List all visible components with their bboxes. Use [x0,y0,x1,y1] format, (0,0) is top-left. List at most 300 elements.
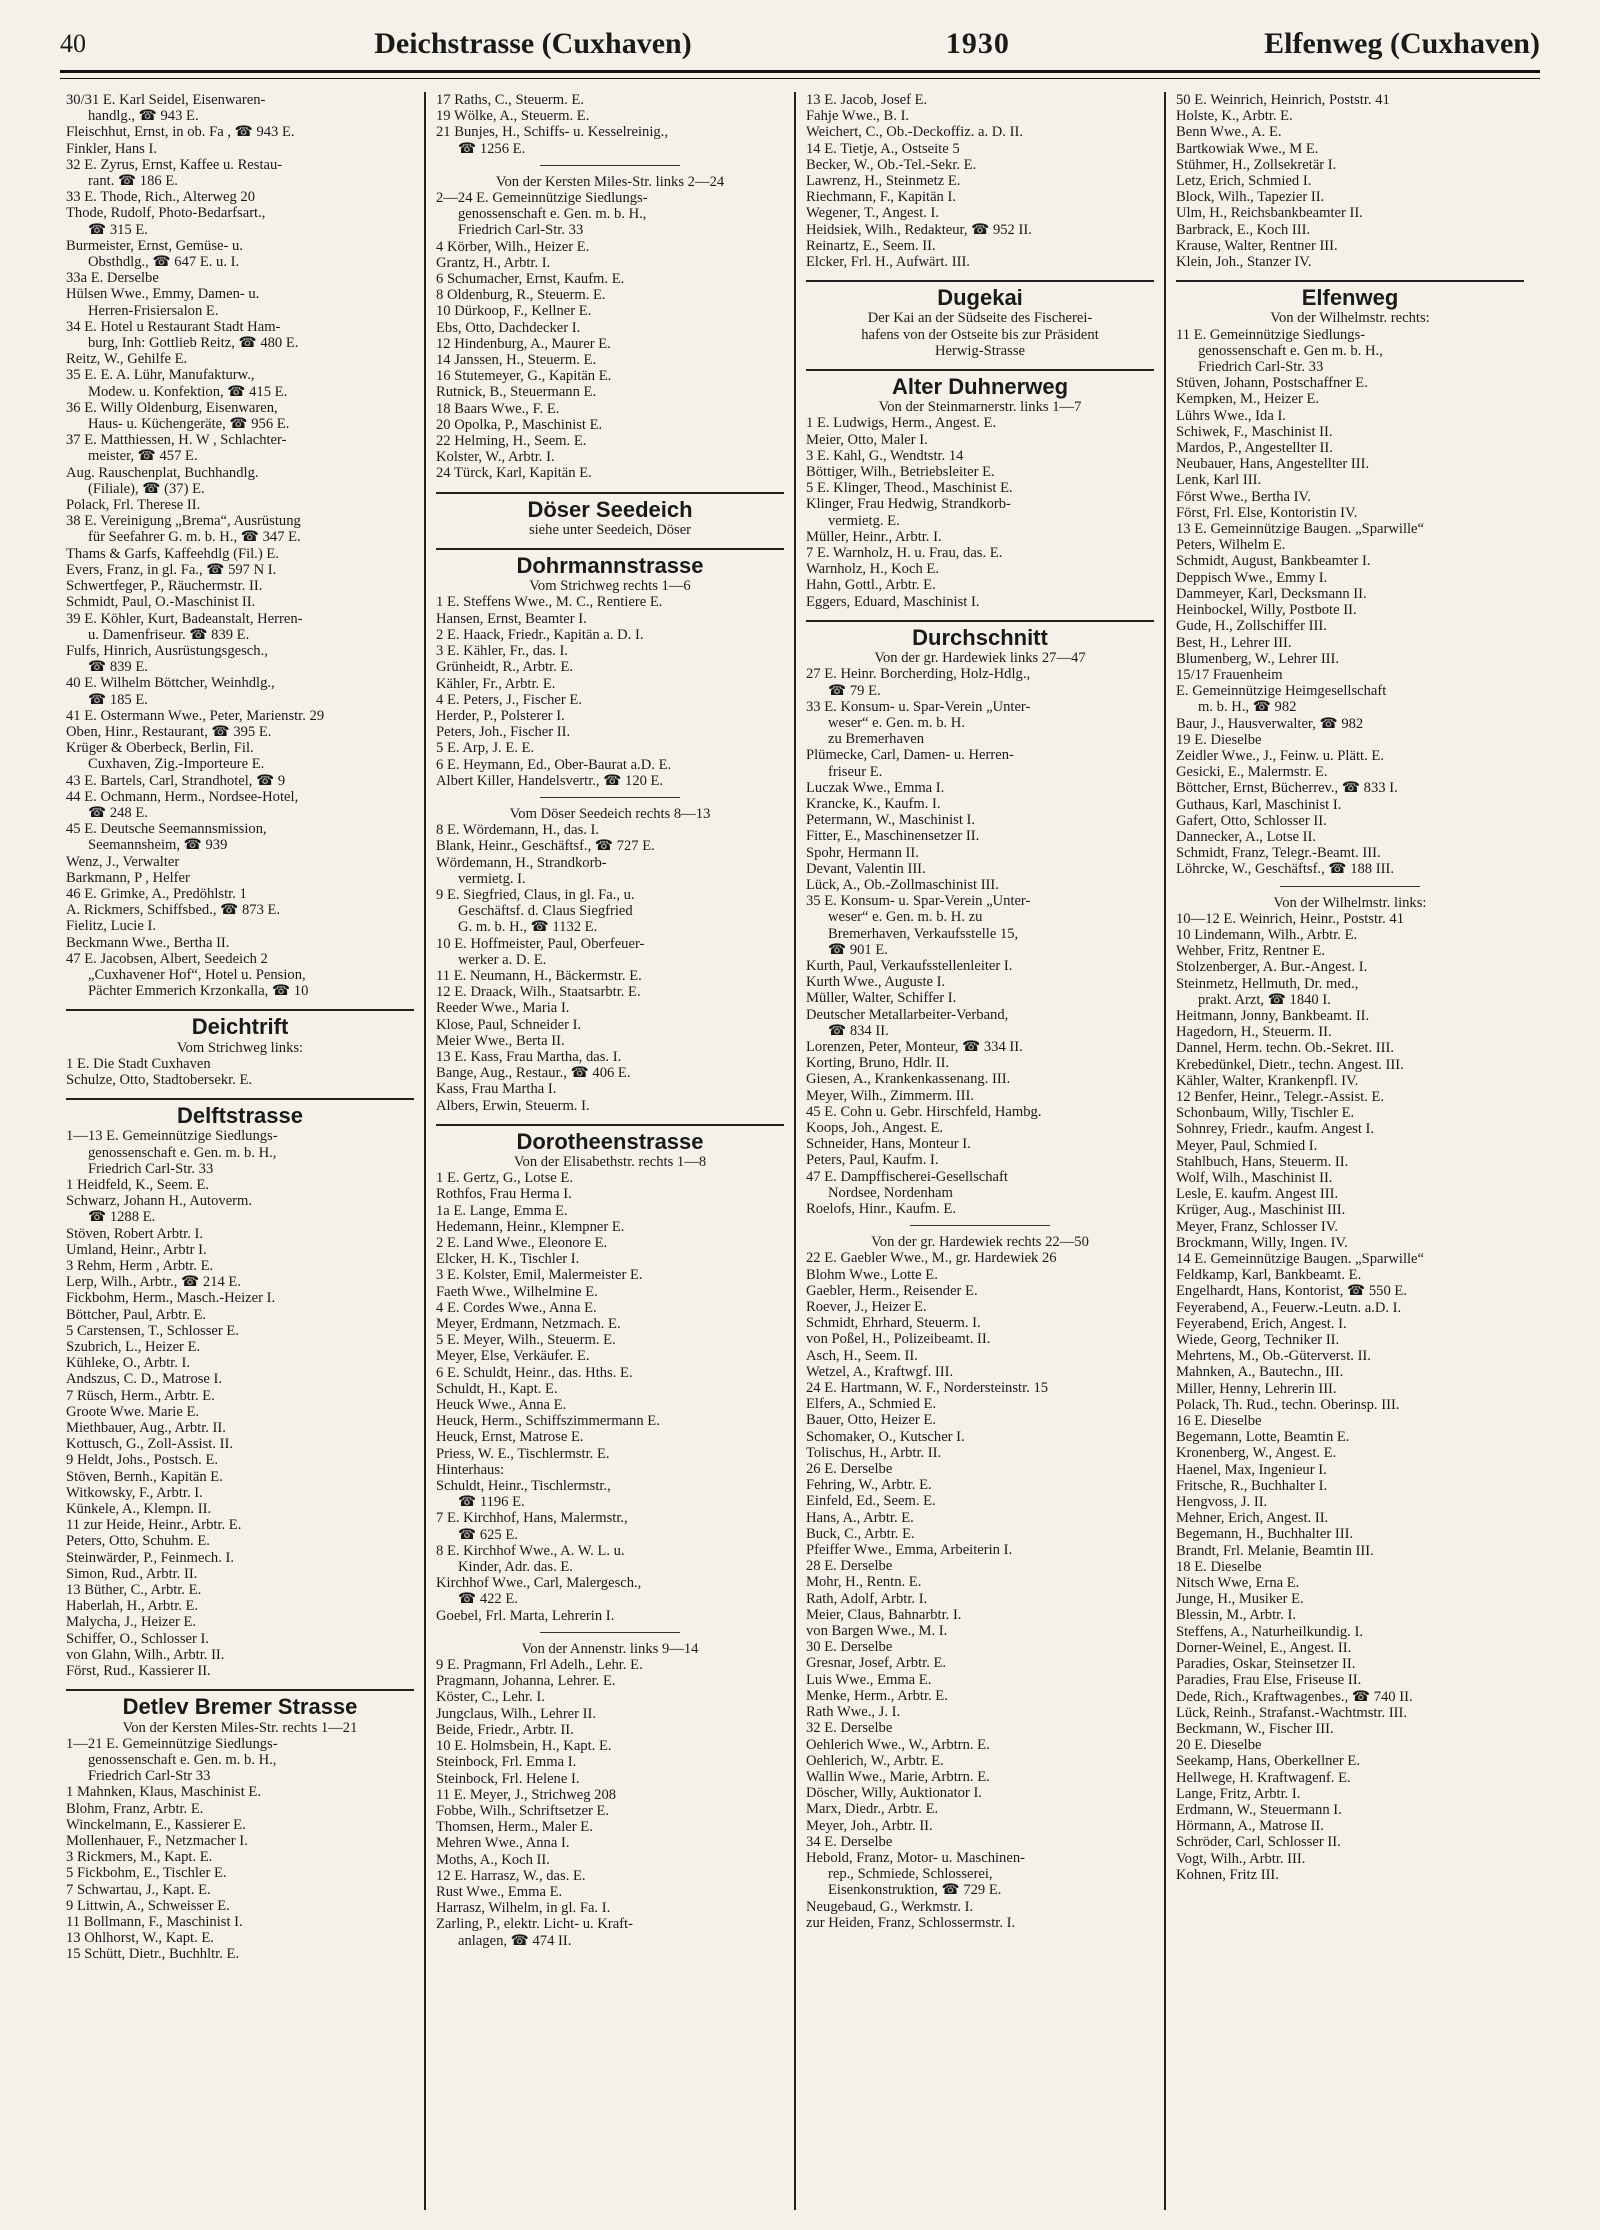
directory-entry: Schmidt, Paul, O.-Maschinist II. [66,594,256,611]
directory-entry: Seekamp, Hans, Oberkellner E. [1176,1753,1360,1770]
directory-entry: 1 E. Gertz, G., Lotse E. [436,1170,573,1187]
directory-entry: 6 Schumacher, Ernst, Kaufm. E. [436,271,625,288]
street-direction-note: Von der Kersten Miles-Str. links 2—24 [495,173,725,190]
directory-column [1164,92,1534,2210]
directory-entry: Müller, Heinr., Arbtr. I. [806,528,942,545]
directory-entry: Böttcher, Ernst, Bücherrev., ☎ 833 I. [1176,780,1398,797]
street-heading: Detlev Bremer Strasse [66,1689,414,1715]
directory-entry: Groote Wwe. Marie E. [66,1403,200,1420]
directory-entry: Hansen, Ernst, Beamter I. [436,610,587,627]
street-direction-note: Der Kai an der Südseite des Fischerei- [867,310,1093,327]
directory-entry: ☎ 422 E. [458,1591,518,1608]
directory-entry: Lück, Reinh., Strafanst.-Wachtmstr. III. [1176,1704,1408,1721]
directory-entry: Pfeiffer Wwe., Emma, Arbeiterin I. [806,1542,1013,1559]
directory-entry: Warnholz, H., Koch E. [806,561,939,578]
directory-entry: Gaebler, Herm., Reisender E. [806,1282,978,1299]
directory-entry: Stüven, Johann, Postschaffner E. [1176,375,1368,392]
street-heading: Dorotheenstrasse [436,1124,784,1150]
directory-entry: meister, ☎ 457 E. [88,448,198,465]
directory-entry: Eggers, Eduard, Maschinist I. [806,593,980,610]
directory-entry: Devant, Valentin III. [806,860,926,877]
directory-entry: Andszus, C. D., Matrose I. [66,1371,223,1388]
street-heading: Alter Duhnerweg [806,369,1154,395]
directory-entry: Engelhardt, Hans, Kontorist, ☎ 550 E. [1176,1283,1407,1300]
directory-entry: Meyer, Else, Verkäufer. E. [436,1348,590,1365]
directory-entry: Mardos, P., Angestellter II. [1176,440,1333,457]
directory-entry: Hengvoss, J. II. [1176,1494,1268,1511]
directory-entry: 6 E. Heymann, Ed., Ober-Baurat a.D. E. [436,756,672,773]
directory-entry: Hörmann, A., Matrose II. [1176,1818,1324,1835]
directory-entry: 12 E. Draack, Wilh., Staatsarbtr. E. [436,984,641,1001]
directory-entry: ☎ 834 II. [828,1022,889,1039]
directory-entry: 12 Hindenburg, A., Maurer E. [436,335,611,352]
street-heading: Deichtrift [66,1009,414,1035]
directory-entry: Haus- u. Küchengeräte, ☎ 956 E. [88,416,290,433]
directory-entry: Böttcher, Paul, Arbtr. E. [66,1306,207,1323]
directory-entry: Nitsch Wwe, Erna E. [1176,1575,1300,1592]
directory-entry: Begemann, H., Buchhalter III. [1176,1526,1354,1543]
directory-entry: 13 Büther, C., Arbtr. E. [66,1582,202,1599]
directory-entry: Herren-Frisiersalon E. [88,302,219,319]
street-heading: Durchschnitt [806,620,1154,646]
directory-entry: Dede, Rich., Kraftwagenbes., ☎ 740 II. [1176,1688,1413,1705]
directory-entry: Wallin Wwe., Marie, Arbtrn. E. [806,1768,990,1785]
directory-entry: Gresnar, Josef, Arbtr. E. [806,1655,947,1672]
street-heading: Dugekai [806,280,1154,306]
directory-entry: Beide, Friedr., Arbtr. II. [436,1721,574,1738]
directory-entry: 46 E. Grimke, A., Predöhlstr. 1 [66,885,247,902]
directory-entry: Junge, H., Musiker E. [1176,1591,1304,1608]
directory-entry: 13 E. Jacob, Josef E. [806,92,928,108]
directory-entry: Heitmann, Jonny, Bankbeamt. II. [1176,1007,1370,1024]
directory-entry: Barbrack, E., Koch III. [1176,221,1311,238]
directory-entry: 10 Dürkoop, F., Kellner E. [436,303,592,320]
directory-entry: Blumenberg, W., Lehrer III. [1176,650,1340,667]
directory-entry: 14 Janssen, H., Steuerm. E. [436,352,597,369]
directory-entry: Benn Wwe., A. E. [1176,124,1282,141]
directory-entry: Schomaker, O., Kutscher I. [806,1428,965,1445]
directory-entry: 11 zur Heide, Heinr., Arbtr. E. [66,1517,242,1534]
directory-entry: Reitz, W., Gehilfe E. [66,351,188,368]
directory-entry: 22 Helming, H., Seem. E. [436,433,587,450]
directory-entry: 1 E. Die Stadt Cuxhaven [66,1055,211,1072]
directory-entry: Korting, Bruno, Hdlr. II. [806,1055,950,1072]
directory-entry: 18 E. Dieselbe [1176,1558,1262,1575]
street-direction-note: Von der Elisabethstr. rechts 1—8 [513,1153,707,1170]
directory-entry: Först, Rud., Kassierer II. [66,1663,211,1680]
directory-entry: Elfers, A., Schmied E. [806,1396,937,1413]
directory-entry: Böttiger, Wilh., Betriebsleiter E. [806,464,995,481]
directory-entry: rant. ☎ 186 E. [88,173,178,190]
directory-entry: Evers, Franz, in gl. Fa., ☎ 597 N I. [66,561,277,578]
directory-entry: 6 E. Schuldt, Heinr., das. Hths. E. [436,1364,633,1381]
directory-entry: Krebedünkel, Dietr., techn. Angest. III. [1176,1056,1404,1073]
directory-entry: Thode, Rudolf, Photo-Bedarfsart., [66,205,266,222]
directory-entry: Wenz, J., Verwalter [66,853,180,870]
directory-entry: Peters, Wilhelm E. [1176,537,1286,554]
directory-entry: ☎ 901 E. [828,941,888,958]
directory-entry: Haberlah, H., Arbtr. E. [66,1598,199,1615]
directory-entry: 12 E. Harrasz, W., das. E. [436,1867,586,1884]
directory-entry: Heidsiek, Wilh., Redakteur, ☎ 952 II. [806,221,1032,238]
directory-entry: 5 Carstensen, T., Schlosser E. [66,1322,239,1339]
directory-entry: 44 E. Ochmann, Herm., Nordsee-Hotel, [66,788,299,805]
directory-entry: 10 Lindemann, Wilh., Arbtr. E. [1176,926,1358,943]
directory-entry: Fobbe, Wilh., Schriftsetzer E. [436,1802,610,1819]
directory-entry: Witkowsky, F., Arbtr. I. [66,1484,203,1501]
directory-entry: Meier, Claus, Bahnarbtr. I. [806,1606,962,1623]
directory-entry: Heinbockel, Willy, Postbote II. [1176,602,1357,619]
directory-entry: 1—13 E. Gemeinnützige Siedlungs- [66,1128,278,1145]
directory-entry: Holste, K., Arbtr. E. [1176,108,1293,125]
directory-entry: Mollenhauer, F., Netzmacher I. [66,1832,248,1849]
directory-entry: werker a. D. E. [458,951,547,968]
directory-entry: Stühmer, H., Zollsekretär I. [1176,156,1337,173]
directory-entry: Kass, Frau Martha I. [436,1081,557,1098]
directory-entry: Feyerabend, Erich, Angest. I. [1176,1315,1347,1332]
directory-entry: Kurth Wwe., Auguste I. [806,974,946,991]
directory-entry: Hülsen Wwe., Emmy, Damen- u. [66,286,260,303]
directory-entry: 24 Türck, Karl, Kapitän E. [436,465,592,482]
directory-entry: Meyer, Paul, Schmied I. [1176,1137,1318,1154]
directory-entry: Seemannsheim, ☎ 939 [88,837,228,854]
street-direction-note: hafens von der Ostseite bis zur Präsident [861,326,1099,343]
directory-entry: Modew. u. Konfektion, ☎ 415 E. [88,383,288,400]
directory-entry: Bange, Aug., Restaur., ☎ 406 E. [436,1065,631,1082]
directory-entry: 35 E. Konsum- u. Spar-Verein „Unter- [806,893,1031,910]
street-direction-note: Von der Kersten Miles-Str. rechts 1—21 [122,1719,358,1736]
directory-entry: Beckmann, W., Fischer III. [1176,1720,1334,1737]
directory-entry: Krause, Walter, Rentner III. [1176,237,1338,254]
street-direction-note: Vom Strichweg links: [176,1039,304,1056]
directory-entry: von Poßel, H., Polizeibeamt. II. [806,1331,991,1348]
directory-entry: 27 E. Heinr. Borcherding, Holz-Hdlg., [806,666,1031,683]
directory-entry: 1 E. Ludwigs, Herm., Angest. E. [806,415,997,432]
directory-entry: Krüger & Oberbeck, Berlin, Fil. [66,740,254,757]
directory-entry: Bremerhaven, Verkaufsstelle 15, [828,925,1019,942]
directory-entry: Vogt, Wilh., Arbtr. III. [1176,1850,1306,1867]
directory-entry: Krancke, K., Kaufm. I. [806,795,941,812]
directory-entry: G. m. b. H., ☎ 1132 E. [458,919,598,936]
directory-entry: 40 E. Wilhelm Böttcher, Weinhdlg., [66,675,275,692]
directory-entry: Blank, Heinr., Geschäftsf., ☎ 727 E. [436,838,655,855]
directory-entry: 38 E. Vereinigung „Brema“, Ausrüstung [66,513,301,530]
directory-entry: Paradies, Oskar, Steinsetzer II. [1176,1656,1356,1673]
street-heading: Dohrmannstrasse [436,548,784,574]
directory-entry: Steffens, A., Naturheilkundig. I. [1176,1623,1363,1640]
directory-entry: genossenschaft e. Gen m. b. H., [1198,342,1383,359]
directory-entry: Friedrich Carl-Str. 33 [1198,359,1324,376]
directory-entry: 11 Bollmann, F., Maschinist I. [66,1913,243,1930]
directory-entry: Wördemann, H., Strandkorb- [436,854,607,871]
street-direction-note: Vom Döser Seedeich rechts 8—13 [509,805,711,822]
directory-entry: 35 E. E. A. Lühr, Manufakturw., [66,367,255,384]
directory-entry: Elcker, Frl. H., Aufwärt. III. [806,254,970,271]
directory-entry: Erdmann, W., Steuermann I. [1176,1801,1342,1818]
directory-entry: Köster, C., Lehr. I. [436,1689,545,1706]
directory-entry: Schneider, Hans, Monteur I. [806,1136,971,1153]
directory-entry: Steinwärder, P., Feinmech. I. [66,1549,235,1566]
directory-entry: Barkmann, P , Helfer [66,869,190,886]
directory-entry: Kottusch, G., Zoll-Assist. II. [66,1436,234,1453]
directory-entry: 11 E. Gemeinnützige Siedlungs- [1176,326,1366,343]
directory-entry: 4 Körber, Wilh., Heizer E. [436,238,590,255]
directory-entry: Lenk, Karl III. [1176,472,1262,489]
directory-entry: Sohnrey, Friedr., kaufm. Angest I. [1176,1121,1375,1138]
directory-entry: ☎ 1288 E. [88,1209,156,1226]
directory-entry: Fitter, E., Maschinensetzer II. [806,828,980,845]
directory-entry: Blohm, Franz, Arbtr. E. [66,1800,204,1817]
directory-entry: Thomsen, Herm., Maler E. [436,1819,593,1836]
directory-entry: Schwertfeger, P., Räuchermstr. II. [66,578,263,595]
directory-entry: Gude, H., Zollschiffer III. [1176,618,1327,635]
directory-entry: Nordsee, Nordenham [828,1184,953,1201]
directory-entry: Weichert, C., Ob.-Deckoffiz. a. D. II. [806,124,1023,141]
directory-entry: 2—24 E. Gemeinnützige Siedlungs- [436,190,648,207]
directory-entry: Heuck Wwe., Anna E. [436,1397,567,1414]
directory-entry: Zeidler Wwe., J., Feinw. u. Plätt. E. [1176,747,1384,764]
directory-entry: 7 Rüsch, Herm., Arbtr. E. [66,1387,215,1404]
directory-entry: Albers, Erwin, Steuerm. I. [436,1097,590,1114]
directory-entry: 20 Opolka, P., Maschinist E. [436,416,603,433]
directory-entry: Ulm, H., Reichsbankbeamter II. [1176,205,1363,222]
directory-entry: Hebold, Franz, Motor- u. Maschinen- [806,1849,1025,1866]
directory-entry: Schmidt, August, Bankbeamter I. [1176,553,1371,570]
directory-entry: Rothfos, Frau Herma I. [436,1186,572,1203]
directory-entry: 17 Raths, C., Steuerm. E. [436,92,584,108]
directory-column [66,92,424,2210]
directory-entry: ☎ 625 E. [458,1526,518,1543]
directory-entry: Blohm Wwe., Lotte E. [806,1266,938,1283]
directory-entry: Schröder, Carl, Schlosser II. [1176,1834,1341,1851]
directory-entry: ☎ 1196 E. [458,1494,525,1511]
section-separator [540,1632,679,1633]
directory-entry: anlagen, ☎ 474 II. [458,1932,572,1949]
directory-entry: Haenel, Max, Ingenieur I. [1176,1461,1327,1478]
directory-entry: 7 Schwartau, J., Kapt. E. [66,1881,211,1898]
directory-entry: Spohr, Hermann II. [806,844,919,861]
directory-entry: Klose, Paul, Schneider I. [436,1016,582,1033]
directory-entry: 22 E. Gaebler Wwe., M., gr. Hardewiek 26 [806,1250,1057,1267]
directory-entry: Albert Killer, Handelsvertr., ☎ 120 E. [436,772,664,789]
directory-entry: Hahn, Gottl., Arbtr. E. [806,577,936,594]
directory-entry: Burmeister, Ernst, Gemüse- u. [66,237,243,254]
directory-entry: Einfeld, Ed., Seem. E. [806,1493,936,1510]
directory-entry: 20 E. Dieselbe [1176,1737,1262,1754]
directory-entry: Schmidt, Franz, Telegr.-Beamt. III. [1176,845,1381,862]
directory-entry: 11 E. Neumann, H., Bäckermstr. E. [436,967,642,984]
directory-entry: Kolster, W., Arbtr. I. [436,449,555,466]
directory-entry: 32 E. Zyrus, Ernst, Kaffee u. Restau- [66,156,283,173]
directory-entry: Mehren Wwe., Anna I. [436,1835,570,1852]
directory-entry: Heuck, Herm., Schiffszimmermann E. [436,1413,660,1430]
directory-entry: Reinartz, E., Seem. II. [806,237,936,254]
directory-entry: Neugebaud, G., Werkmstr. I. [806,1898,974,1915]
directory-entry: 21 Bunjes, H., Schiffs- u. Kesselreinig., [436,124,668,141]
directory-entry: 9 E. Pragmann, Frl Adelh., Lehr. E. [436,1657,643,1674]
directory-entry: 34 E. Derselbe [806,1833,893,1850]
directory-entry: Kurth, Paul, Verkaufsstellenleiter I. [806,957,1013,974]
directory-entry: Meyer, Wilh., Zimmerm. III. [806,1087,974,1104]
directory-entry: 33a E. Derselbe [66,270,159,287]
directory-entry: Hans, A., Arbtr. E. [806,1509,914,1526]
directory-entry: Meier Wwe., Berta II. [436,1032,565,1049]
directory-entry: 8 E. Wördemann, H., das. I. [436,822,600,839]
directory-entry: 5 E. Meyer, Wilh., Steuerm. E. [436,1332,616,1349]
directory-entry: Menke, Herm., Arbtr. E. [806,1687,948,1704]
directory-entry: Pragmann, Johanna, Lehrer. E. [436,1673,616,1690]
directory-entry: Block, Wilh., Tapezier II. [1176,189,1325,206]
directory-entry: Feldkamp, Karl, Bankbeamt. E. [1176,1267,1362,1284]
directory-entry: Rath, Adolf, Arbtr. I. [806,1590,928,1607]
directory-entry: Fehring, W., Arbtr. E. [806,1477,932,1494]
directory-entry: Klein, Joh., Stanzer IV. [1176,254,1312,271]
directory-entry: Bartkowiak Wwe., M E. [1176,140,1319,157]
directory-entry: Deutscher Metallarbeiter-Verband, [806,1006,1009,1023]
directory-entry: Stahlbuch, Hans, Steuerm. II. [1176,1153,1349,1170]
directory-entry: Blessin, M., Arbtr. I. [1176,1607,1296,1624]
directory-entry: burg, Inh: Gottlieb Reitz, ☎ 480 E. [88,335,299,352]
directory-entry: Fritsche, R., Buchhalter I. [1176,1477,1328,1494]
directory-entry: Tolischus, H., Arbtr. II. [806,1444,942,1461]
directory-entry: Obsthdlg., ☎ 647 E. u. I. [88,254,240,271]
directory-entry: 14 E. Tietje, A., Ostseite 5 [806,140,960,157]
directory-entry: ☎ 248 E. [88,804,148,821]
directory-entry: Steinbock, Frl. Emma I. [436,1754,577,1771]
directory-entry: Geschäftsf. d. Claus Siegfried [458,903,633,920]
directory-entry: Friedrich Carl-Str. 33 [88,1160,214,1177]
street-direction-note: Von der Steinmarnerstr. links 1—7 [878,399,1082,416]
directory-entry: ☎ 185 E. [88,691,148,708]
directory-entry: 1a E. Lange, Emma E. [436,1202,568,1219]
directory-entry: 47 E. Dampffischerei-Gesellschaft [806,1168,1008,1185]
directory-entry: Luczak Wwe., Emma I. [806,779,945,796]
directory-entry: Koops, Joh., Angest. E. [806,1119,944,1136]
directory-entry: Mehner, Erich, Angest. II. [1176,1510,1329,1527]
directory-entry: Schonbaum, Willy, Tischler E. [1176,1105,1355,1122]
directory-entry: Schmidt, Ehrhard, Steuerm. I. [806,1315,981,1332]
directory-entry: 3 Rickmers, M., Kapt. E. [66,1849,213,1866]
directory-entry: Steinmetz, Hellmuth, Dr. med., [1176,975,1359,992]
directory-entry: Fielitz, Lucie I. [66,918,156,935]
directory-entry: 9 Littwin, A., Schweisser E. [66,1897,230,1914]
directory-entry: Lorenzen, Peter, Monteur, ☎ 334 II. [806,1038,1023,1055]
directory-entry: Hellwege, H. Kraftwagenf. E. [1176,1769,1351,1786]
directory-entry: Grünheidt, R., Arbtr. E. [436,659,574,676]
directory-entry: Meyer, Joh., Arbtr. II. [806,1817,933,1834]
directory-entry: Schulze, Otto, Stadtobersekr. E. [66,1071,253,1088]
directory-entry: 5 Fickbohm, E., Tischler E. [66,1865,227,1882]
directory-entry: 33 E. Konsum- u. Spar-Verein „Unter- [806,698,1031,715]
directory-entry: (Filiale), ☎ (37) E. [88,480,205,497]
directory-entry: 1 Mahnken, Klaus, Maschinist E. [66,1784,261,1801]
directory-entry: 19 E. Dieselbe [1176,731,1262,748]
directory-entry: Goebel, Frl. Marta, Lehrerin I. [436,1607,615,1624]
directory-entry: weser“ e. Gen. m. b. H. zu [828,909,983,926]
directory-entry: Heuck, Ernst, Matrose E. [436,1429,584,1446]
directory-entry: 18 Baars Wwe., F. E. [436,400,560,417]
directory-entry: 10—12 E. Weinrich, Heinr., Poststr. 41 [1176,910,1404,927]
directory-entry: 7 E. Kirchhof, Hans, Malermstr., [436,1510,628,1527]
directory-entry: u. Damenfriseur. ☎ 839 E. [88,626,250,643]
directory-entry: Malycha, J., Heizer E. [66,1614,197,1631]
directory-entry: Aug. Rauschenplat, Buchhandlg. [66,464,259,481]
directory-entry: 15/17 Frauenheim [1176,666,1283,683]
directory-entry: Guthaus, Karl, Maschinist I. [1176,796,1342,813]
directory-entry: Müller, Walter, Schiffer I. [806,990,957,1007]
directory-entry: Schiffer, O., Schlosser I. [66,1630,210,1647]
directory-entry: 9 Heldt, Johs., Postsch. E. [66,1452,219,1469]
directory-entry: 2 E. Land Wwe., Eleonore E. [436,1235,608,1251]
directory-entry: Dannecker, A., Lotse II. [1176,828,1317,845]
directory-entry: 1 E. Steffens Wwe., M. C., Rentiere E. [436,594,663,611]
directory-entry: Kirchhof Wwe., Carl, Malergesch., [436,1575,642,1592]
directory-entry: 14 E. Gemeinnützige Baugen. „Sparwille“ [1176,1251,1425,1268]
directory-entry: Buck, C., Arbtr. E. [806,1525,915,1542]
directory-entry: Pächter Emmerich Krzonkalla, ☎ 10 [88,983,309,1000]
directory-entry: Riechmann, F., Kapitän I. [806,189,957,206]
directory-entry: ☎ 839 E. [88,659,148,676]
directory-entry: Letz, Erich, Schmied I. [1176,173,1312,190]
directory-entry: Dorner-Weinel, E., Angest. II. [1176,1639,1352,1656]
directory-entry: 47 E. Jacobsen, Albert, Seedeich 2 [66,950,268,967]
directory-entry: weser“ e. Gen. m. b. H. [828,714,965,731]
directory-entry: Schiwek, F., Maschinist II. [1176,423,1333,440]
directory-entry: 39 E. Köhler, Kurt, Badeanstalt, Herren- [66,610,303,627]
directory-entry: Fleischhut, Ernst, in ob. Fa , ☎ 943 E. [66,124,295,141]
directory-entry: 30/31 E. Karl Seidel, Eisenwaren- [66,92,266,108]
directory-entry: 50 E. Weinrich, Heinrich, Poststr. 41 [1176,92,1390,108]
directory-entry: Peters, Joh., Fischer II. [436,724,571,741]
directory-entry: Steinbock, Frl. Helene I. [436,1770,580,1787]
street-direction-note: siehe unter Seedeich, Döser [528,521,692,538]
directory-entry: 30 E. Derselbe [806,1639,893,1656]
directory-entry: 3 E. Kahl, G., Wendtstr. 14 [806,447,964,464]
directory-entry: 32 E. Derselbe [806,1720,893,1737]
directory-entry: Cuxhaven, Zig.-Importeure E. [88,756,265,773]
directory-entry: Fulfs, Hinrich, Ausrüstungsgesch., [66,642,268,659]
directory-entry: Lück, A., Ob.-Zollmaschinist III. [806,876,999,893]
section-separator [910,1225,1049,1226]
directory-entry: Mohr, H., Rentn. E. [806,1574,922,1591]
directory-entry: 45 E. Deutsche Seemannsmission, [66,821,267,838]
directory-entry: Finkler, Hans I. [66,140,158,157]
street-direction-note: Herwig-Strasse [935,342,1025,359]
directory-entry: vermietg. E. [828,512,900,529]
directory-entry: ☎ 315 E. [88,221,148,238]
directory-entry: 4 E. Peters, J., Fischer E. [436,691,582,708]
directory-entry: Gafert, Otto, Schlosser II. [1176,812,1327,829]
directory-entry: 24 E. Hartmann, W. F., Nordersteinstr. 15 [806,1380,1049,1397]
directory-entry: 16 Stutemeyer, G., Kapitän E. [436,368,612,385]
directory-entry: Roelofs, Hinr., Kaufm. E. [806,1201,956,1217]
directory-entry: Rutnick, B., Steuermann E. [436,384,597,401]
directory-entry: 10 E. Holmsbein, H., Kapt. E. [436,1738,612,1755]
directory-entry: 33 E. Thode, Rich., Alterweg 20 [66,189,256,206]
directory-entry: Kinder, Adr. das. E. [458,1559,573,1576]
directory-entry: 28 E. Derselbe [806,1558,893,1575]
directory-entry: 11 E. Meyer, J., Strichweg 208 [436,1786,617,1803]
directory-entry: 8 E. Kirchhof Wwe., A. W. L. u. [436,1542,625,1559]
directory-entry: Grantz, H., Arbtr. I. [436,254,551,271]
directory-entry: Meyer, Franz, Schlosser IV. [1176,1218,1339,1235]
directory-entry: 13 Ohlhorst, W., Kapt. E. [66,1930,214,1947]
directory-entry: Kühleke, O., Arbtr. I. [66,1355,191,1372]
directory-column [424,92,794,2210]
directory-entry: 36 E. Willy Oldenburg, Eisenwaren, [66,399,278,416]
directory-entry: für Seefahrer G. m. b. H., ☎ 347 E. [88,529,301,546]
directory-entry: Oehlerich, W., Arbtr. E. [806,1752,944,1769]
